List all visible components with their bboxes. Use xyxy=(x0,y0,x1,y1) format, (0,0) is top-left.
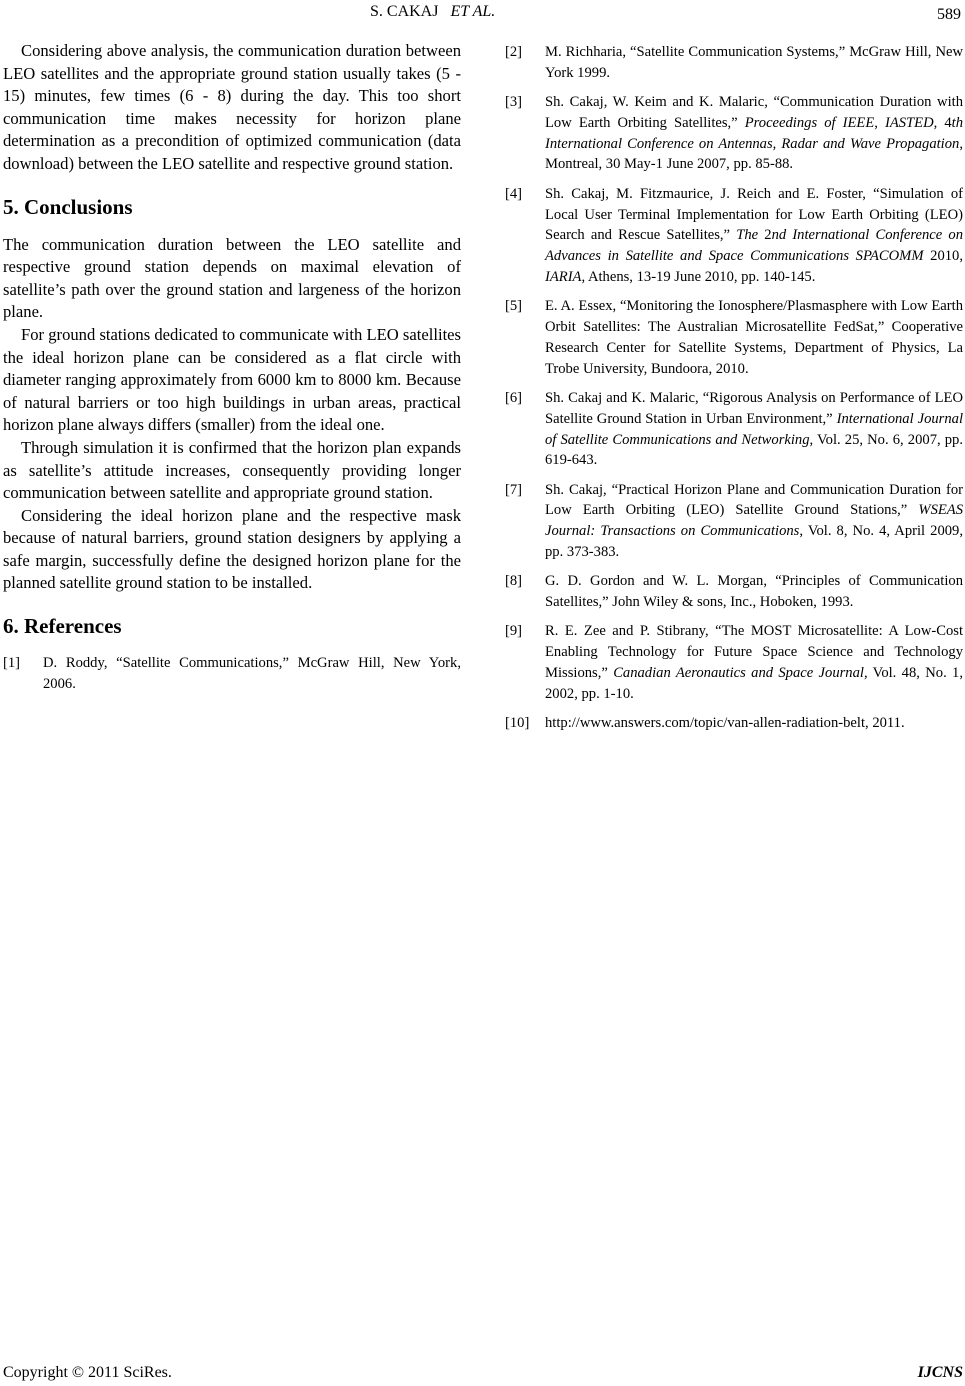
reference-number: [1] xyxy=(3,655,21,672)
reference-item xyxy=(505,92,963,175)
reference-list-left xyxy=(3,653,461,695)
reference-number: [10] xyxy=(505,715,530,732)
page-number: 589 xyxy=(937,6,961,23)
reference-text xyxy=(545,42,963,84)
reference-italic-segment: WSEAS Journal: Transactions on Communications xyxy=(545,502,963,540)
reference-number: [4] xyxy=(505,185,523,202)
reference-italic-segment: International Journal of Satellite Communications and Networking xyxy=(545,410,963,448)
reference-italic-segment: Canadian Aeronautics and Space Journal xyxy=(613,665,864,682)
reference-segment: R. E. Zee and P. Stibrany, “The MOST Microsatellite: A Low-Cost Enabling Technology for Future Space Science and Technology Missions,” xyxy=(545,623,963,682)
reference-text xyxy=(545,184,963,288)
reference-item xyxy=(505,713,963,734)
reference-segment: G. D. Gordon and W. L. Morgan, “Principles of Communication Satellites,” John Wiley & sons, Inc., Hoboken, 1993. xyxy=(545,573,963,611)
et-al: ET AL. xyxy=(450,3,496,20)
reference-text xyxy=(43,653,461,695)
left-column xyxy=(3,40,461,703)
reference-segment: Sh. Cakaj and K. Malaric, “Rigorous Analysis on Performance of LEO Satellite Ground Station in Urban Environment,” xyxy=(545,389,963,427)
reference-segment: http://www.answers.com/topic/van-allen-radiation-belt, 2011. xyxy=(545,715,905,732)
page-header xyxy=(0,0,965,30)
reference-text xyxy=(545,388,963,471)
conclusions-heading: 5. Conclusions xyxy=(3,194,133,219)
reference-text xyxy=(545,480,963,563)
reference-number: [5] xyxy=(505,298,523,315)
references-heading: 6. References xyxy=(3,614,122,639)
reference-segment: 2010, xyxy=(923,248,964,265)
reference-item xyxy=(505,480,963,563)
reference-item xyxy=(505,42,963,84)
right-column xyxy=(505,42,963,742)
reference-italic-segment: Radar and Wave Propagation xyxy=(781,135,960,152)
reference-segment: Sh. Cakaj, M. Fitzmaurice, J. Reich and E. Foster, “Simulation of Local User Terminal Implementation for Low Earth Orbiting (LEO) Search and Rescue Satellites,” xyxy=(545,185,963,244)
reference-segment: , Vol. 25, No. 6, 2007, pp. 619-643. xyxy=(545,431,963,469)
reference-number: [2] xyxy=(505,44,523,60)
reference-italic-segment: The xyxy=(736,227,759,244)
reference-segment: E. A. Essex, “Monitoring the Ionosphere/Plasmasphere with Low Earth Orbit Satellites: The Australian Microsatellite FedSat,” Cooperative Research Center for Satellite Systems, Department of Physics, La Trobe University, Bundoora, 2010. xyxy=(545,298,963,377)
reference-item xyxy=(505,621,963,704)
reference-number: [3] xyxy=(505,94,523,111)
reference-segment: Sh. Cakaj, W. Keim and K. Malaric, “Communication Duration with Low Earth Orbiting Satellites,” xyxy=(545,94,963,131)
reference-segment: Sh. Cakaj, “Practical Horizon Plane and Communication Duration for Low Earth Orbiting (LEO) Satellite Ground Stations,” xyxy=(545,481,963,519)
reference-item xyxy=(3,653,461,695)
reference-segment: , Montreal, 30 May-1 June 2007, pp. 85-88. xyxy=(545,135,963,173)
reference-item xyxy=(505,296,963,379)
reference-segment: , xyxy=(874,114,885,131)
reference-item xyxy=(505,571,963,613)
conclusions-paragraph: Through simulation it is confirmed that the horizon plan expands as satellite’s attitude increases, consequently providing longer communication between satellite and appropriate ground station. xyxy=(3,437,461,503)
reference-number: [8] xyxy=(505,573,523,590)
reference-italic-segment: IARIA xyxy=(545,268,582,285)
journal-name: IJCNS xyxy=(917,1364,963,1381)
reference-segment: , xyxy=(772,135,782,152)
reference-text xyxy=(545,621,963,704)
reference-italic-segment: th International Conference on Antennas xyxy=(545,114,964,152)
reference-italic-segment: IASTED xyxy=(884,114,934,131)
conclusions-paragraph: Considering the ideal horizon plane and the respective mask because of natural barriers, ground station designers by applying a safe margin, successfully define the designed horizon plane for the planned satellite ground station to be installed. xyxy=(3,505,461,593)
reference-segment: , Vol. 48, No. 1, 2002, pp. 1-10. xyxy=(545,665,963,702)
reference-italic-segment: nd International Conference on Advances in Satellite and Space Communications SPACOMM xyxy=(545,227,963,265)
reference-segment: D. Roddy, “Satellite Communications,” McGraw Hill, New York, 2006. xyxy=(43,655,461,692)
reference-item xyxy=(505,184,963,288)
running-author xyxy=(370,3,495,21)
reference-number: [7] xyxy=(505,481,523,498)
reference-segment: , 4 xyxy=(933,114,952,131)
reference-segment: M. Richharia, “Satellite Communication Systems,” McGraw Hill, New York 1999. xyxy=(545,44,963,81)
author-name: S. CAKAJ xyxy=(370,3,439,20)
reference-item xyxy=(505,388,963,471)
conclusions-paragraph: The communication duration between the LEO satellite and respective ground station depends on maximal elevation of satellite’s path over the ground station and largeness of the horizon plane. xyxy=(3,234,461,322)
reference-list-right xyxy=(505,42,963,734)
conclusions-paragraph: For ground stations dedicated to communicate with LEO satellites the ideal horizon plane can be considered as a flat circle with diameter ranging approximately from 6000 km to 8000 km. Because of natural barriers or too high buildings in urban areas, practical horizon plane always differs (smaller) from the ideal one. xyxy=(3,324,461,435)
reference-number: [9] xyxy=(505,623,523,640)
reference-segment: , Athens, 13-19 June 2010, pp. 140-145. xyxy=(581,268,816,285)
reference-segment: , Vol. 8, No. 4, April 2009, pp. 373-383. xyxy=(545,523,963,561)
reference-italic-segment: Proceedings of IEEE xyxy=(744,114,875,131)
reference-text xyxy=(545,713,963,734)
reference-number: [6] xyxy=(505,389,523,406)
reference-text xyxy=(545,571,963,613)
reference-text xyxy=(545,92,963,175)
page-footer xyxy=(3,1364,963,1382)
reference-text xyxy=(545,296,963,379)
copyright: Copyright © 2011 SciRes. xyxy=(3,1364,172,1381)
intro-paragraph: Considering above analysis, the communication duration between LEO satellites and the appropriate ground station usually takes (5 - 15) minutes, few times (6 - 8) during the day. This too short communication time makes necessity for horizon plane determination as a precondition of optimized communication (data download) between the LEO satellite and respective ground station. xyxy=(3,41,461,173)
reference-segment: 2 xyxy=(758,227,772,244)
